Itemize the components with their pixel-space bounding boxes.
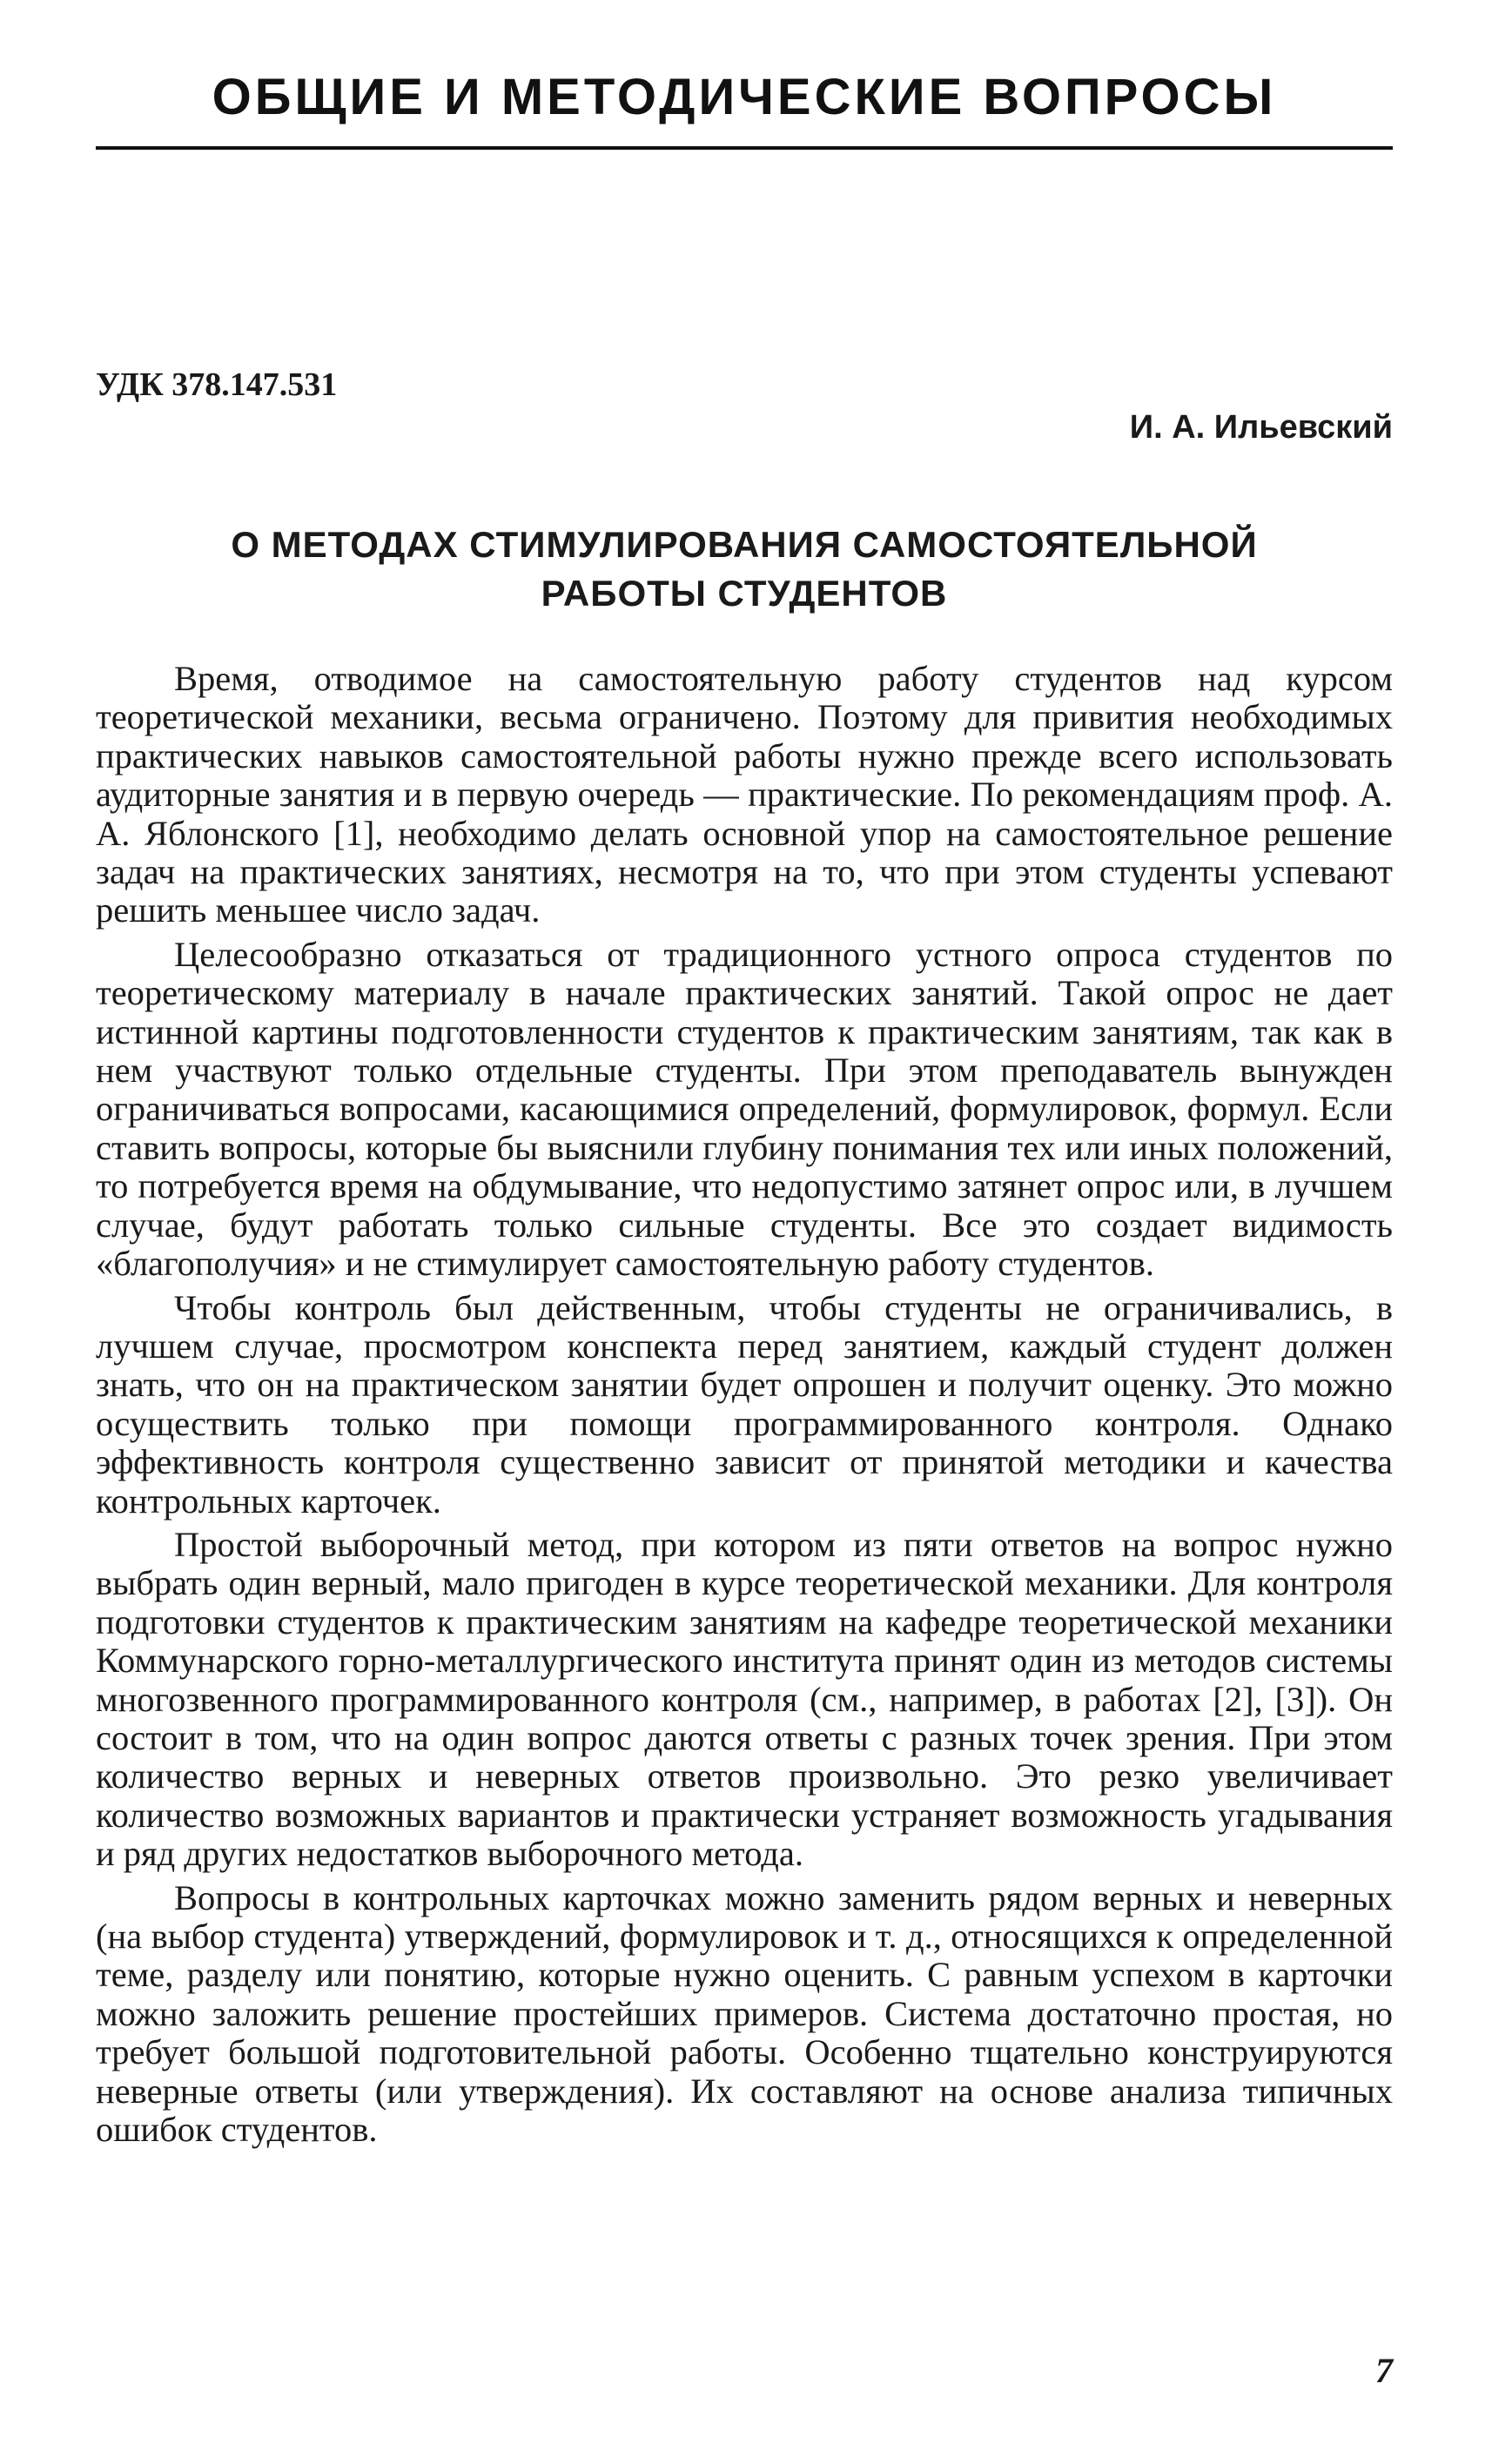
article-body — [96, 660, 1393, 2154]
paragraph-2: Целесообразно отказаться от традиционного устного опроса студентов по теоретическому материалу в начале практических занятий. Такой опрос не дает истинной картины подготовленности студентов к практическим занятиям, так как в нем участвуют только отдельные студенты. При этом преподаватель вынужден ограничиваться вопросами, касающимися определений, формулировок, формул. Если ставить вопросы, которые бы выяснили глубину понимания тех или иных положений, то потребуется время на обдумывание, что недопустимо затянет опрос или, в лучшем случае, будут работать только сильные студенты. Все это создает видимость «благополучия» и не стимулирует самостоятельную работу студентов. — [96, 934, 1393, 1284]
article-title — [96, 520, 1393, 618]
udk-code: УДК 378.147.531 — [96, 366, 338, 403]
paragraph-5: Вопросы в контрольных карточках можно заменить рядом верных и неверных (на выбор студента) утверждений, формулировок и т. д., относящихся к определенной теме, разделу или понятию, которые нужно оценить. С равным успехом в карточки можно заложить решение простейших примеров. Система достаточно простая, но требует большой подготовительной работы. Особенно тщательно конструируются неверные ответы (или утверждения). Их составляют на основе анализа типичных ошибок студентов. — [96, 1877, 1393, 2150]
page-number: 7 — [1375, 2351, 1393, 2390]
paragraph-3: Чтобы контроль был действенным, чтобы студенты не ограничивались, в лучшем случае, просмотром конспекта перед занятием, каждый студент должен знать, что он на практическом занятии будет опрошен и получит оценку. Это можно осуществить только при помощи программированного контроля. Однако эффективность контроля существенно зависит от принятой методики и качества контрольных карточек. — [96, 1287, 1393, 1521]
author-name: И. А. Ильевский — [1129, 409, 1393, 446]
paragraph-1: Время, отводимое на самостоятельную работу студентов над курсом теоретической механики, весьма ограничено. Поэтому для привития необходимых практических навыков самостоятельной работы нужно прежде всего использовать аудиторные занятия и в первую очередь — практические. По рекомендациям проф. А. А. Яблонского [1], необходимо делать основной упор на самостоятельное решение задач на практических занятиях, несмотря на то, что при этом студенты успевают решить меньшее число задач. — [96, 659, 1393, 930]
paragraph-4: Простой выборочный метод, при котором из пяти ответов на вопрос нужно выбрать один верный, мало пригоден в курсе теоретической механики. Для контроля подготовки студентов к практическим занятиям на кафедре теоретической механики Коммунарского горно-металлургического института принят один из методов системы многозвенного программированного контроля (см., например, в работах [2], [3]). Он состоит в том, что на один вопрос даются ответы с разных точек зрения. При этом количество верных и неверных ответов произвольно. Это резко увеличивает количество возможных вариантов и практически устраняет возможность угадывания и ряд других недостатков выборочного метода. — [96, 1524, 1393, 1874]
header-rule — [96, 146, 1393, 150]
title-line-1: О МЕТОДАХ СТИМУЛИРОВАНИЯ САМОСТОЯТЕЛЬНОЙ — [231, 524, 1258, 565]
title-line-2: РАБОТЫ СТУДЕНТОВ — [541, 573, 948, 614]
section-header: ОБЩИЕ И МЕТОДИЧЕСКИЕ ВОПРОСЫ — [212, 69, 1277, 125]
